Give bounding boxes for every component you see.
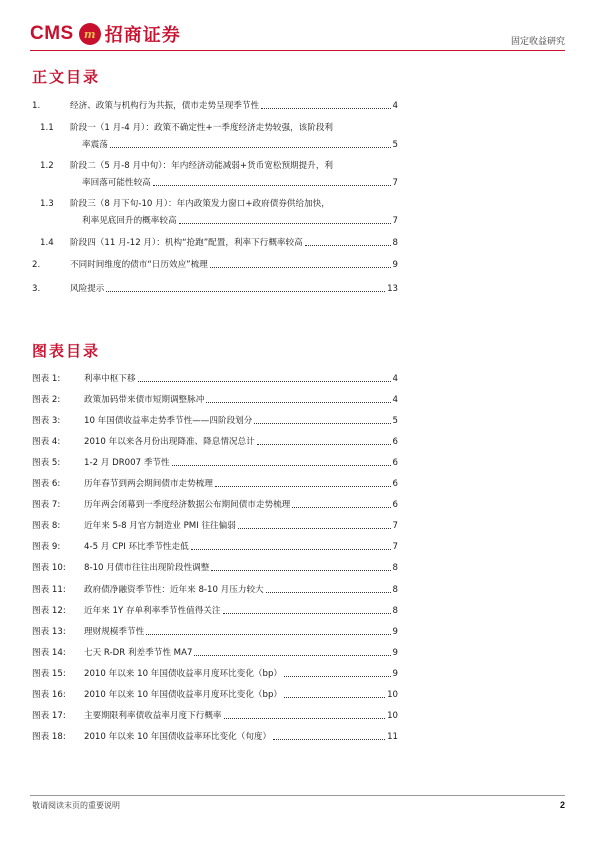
figure-title: 理财规模季节性	[84, 626, 145, 637]
figure-page-number: 6	[392, 458, 398, 469]
figure-page-number: 10	[387, 710, 398, 721]
dot-leader	[179, 223, 391, 224]
figure-entry[interactable]	[32, 457, 398, 469]
contents-text: 阶段四（11 月-12 月）：机构“抢跑”配置，利率下行概率较高	[70, 238, 303, 248]
contents-page-number: 5	[392, 140, 398, 150]
contents-text: 经济、政策与机构行为共振，债市走势呈现季节性	[70, 101, 260, 111]
contents-page-number: 9	[392, 260, 398, 270]
contents-number: 1.3	[40, 199, 54, 209]
figure-entry[interactable]	[32, 668, 398, 680]
figure-entry[interactable]	[32, 541, 398, 553]
figure-label: 图表 17:	[32, 710, 66, 721]
figure-label: 图表 4:	[32, 437, 61, 448]
figure-title: 七天 R-DR 利差季节性 MA7	[84, 647, 193, 658]
figure-page-number: 7	[392, 521, 398, 532]
dot-leader	[254, 423, 390, 424]
figure-page-number: 7	[392, 542, 398, 553]
logo-chinese-name: 招商证券	[104, 25, 181, 46]
figure-label: 图表 18:	[32, 731, 66, 742]
contents-page-number: 8	[392, 238, 398, 248]
dot-leader	[172, 465, 391, 466]
figure-page-number: 11	[387, 731, 398, 742]
figure-page-number: 4	[392, 395, 398, 406]
figure-entry[interactable]	[32, 394, 398, 406]
contents-text: 利率见底回升的概率较高	[82, 216, 177, 226]
figure-title: 10 年国债收益率走势季节性——四阶段划分	[84, 416, 253, 427]
contents-text: 阶段二（5 月-8 月中旬）：年内经济动能减弱+货币宽松预期提升，利	[70, 161, 334, 171]
figures-title: 图表目录	[32, 342, 101, 360]
contents-page-number: 4	[392, 101, 398, 111]
figure-label: 图表 6:	[32, 479, 61, 490]
dot-leader	[224, 718, 386, 719]
figure-title: 近年来 1Y 存单利率季节性值得关注	[84, 605, 221, 616]
figure-label: 图表 1:	[32, 374, 61, 384]
dot-leader	[153, 185, 391, 186]
dot-leader	[257, 444, 391, 445]
figure-page-number: 4	[392, 374, 398, 384]
figure-entry[interactable]	[32, 605, 398, 617]
dot-leader	[106, 291, 385, 292]
figure-label: 图表 16:	[32, 689, 66, 700]
contents-title: 正文目录	[32, 68, 101, 86]
figure-page-number: 10	[387, 689, 398, 700]
figure-title: 近年来 5-8 月官方制造业 PMI 往往偏弱	[84, 521, 236, 532]
contents-text: 阶段三（8 月下旬-10 月）：年内政策发力窗口+政府债券供给加快，	[70, 199, 330, 209]
figure-page-number: 9	[392, 647, 398, 658]
figure-entry[interactable]	[32, 731, 398, 743]
dot-leader	[261, 108, 390, 109]
figure-title: 历年两会闭幕到一季度经济数据公布期间债市走势梳理	[84, 500, 291, 511]
figure-label: 图表 11:	[32, 584, 66, 595]
dot-leader	[138, 381, 391, 382]
figure-label: 图表 5:	[32, 458, 61, 469]
dot-leader	[238, 528, 391, 529]
contents-number: 3.	[32, 284, 41, 294]
contents-text: 不同时间维度的债市“日历效应”梳理	[70, 260, 208, 270]
figure-label: 图表 10:	[32, 563, 66, 574]
figure-title: 2010 年以来 10 年国债收益率环比变化（旬度）	[84, 731, 272, 742]
contents-page-number: 7	[392, 178, 398, 188]
dot-leader	[210, 267, 391, 268]
cms-logo	[30, 20, 181, 48]
figure-page-number: 8	[392, 563, 398, 574]
figure-label: 图表 3:	[32, 416, 61, 427]
contents-page-number: 7	[392, 216, 398, 226]
figure-title: 2010 年以来 10 年国债收益率月度环比变化（bp）	[84, 689, 283, 700]
dot-leader	[194, 655, 390, 656]
figure-entry[interactable]	[32, 436, 398, 448]
contents-number: 1.	[32, 101, 41, 111]
figure-label: 图表 7:	[32, 500, 61, 511]
logo-text: CMS	[30, 23, 74, 44]
figure-title: 2010 年以来各月份出现降准、降息情况总计	[84, 437, 255, 448]
logo-mark-icon: m	[79, 23, 101, 45]
figure-title: 主要期限利率债收益率月度下行概率	[84, 710, 222, 721]
figure-label: 图表 9:	[32, 542, 61, 553]
figure-label: 图表 2:	[32, 395, 61, 406]
figure-label: 图表 12:	[32, 605, 66, 616]
report-category: 固定收益研究	[510, 37, 565, 47]
figure-title: 政府债净融资季节性：近年来 8-10 月压力较大	[84, 584, 264, 595]
figure-entry[interactable]	[32, 710, 398, 722]
figure-entry[interactable]	[32, 373, 398, 385]
dot-leader	[110, 147, 391, 148]
figure-entry[interactable]	[32, 520, 398, 532]
header-divider	[30, 50, 565, 51]
figure-page-number: 8	[392, 584, 398, 595]
dot-leader	[273, 739, 385, 740]
page-header	[30, 20, 565, 50]
contents-number: 1.4	[40, 238, 54, 248]
figure-title: 利率中枢下移	[84, 374, 136, 384]
figure-label: 图表 15:	[32, 668, 66, 679]
figure-entry[interactable]	[32, 478, 398, 490]
figure-page-number: 9	[392, 626, 398, 637]
dot-leader	[284, 697, 385, 698]
figure-page-number: 8	[392, 605, 398, 616]
figure-entry[interactable]	[32, 562, 398, 574]
figure-title: 1-2 月 DR007 季节性	[84, 458, 170, 469]
figure-label: 图表 13:	[32, 626, 66, 637]
dot-leader	[191, 549, 391, 550]
contents-text: 率回落可能性较高	[82, 178, 151, 188]
footer-disclaimer: 敬请阅读末页的重要说明	[32, 801, 120, 810]
figure-entry[interactable]	[32, 626, 398, 638]
figure-label: 图表 14:	[32, 647, 66, 658]
dot-leader	[284, 676, 391, 677]
dot-leader	[211, 570, 390, 571]
figure-page-number: 6	[392, 437, 398, 448]
figure-page-number: 9	[392, 668, 398, 679]
figure-title: 4-5 月 CPI 环比季节性走低	[84, 542, 189, 553]
figure-entry[interactable]	[32, 647, 398, 659]
figure-entry[interactable]	[32, 415, 398, 427]
page-number: 2	[559, 800, 565, 810]
figure-title: 2010 年以来 10 年国债收益率月度环比变化（bp）	[84, 668, 283, 679]
dot-leader	[292, 507, 390, 508]
contents-page-number: 13	[387, 284, 398, 294]
dot-leader	[223, 613, 391, 614]
contents-number: 1.2	[40, 161, 54, 171]
figure-title: 8-10 月债市往往出现阶段性调整	[84, 563, 210, 574]
dot-leader	[146, 634, 390, 635]
dot-leader	[206, 402, 390, 403]
contents-text: 率震荡	[82, 140, 108, 150]
figure-entry[interactable]	[32, 499, 398, 511]
figure-entry[interactable]	[32, 689, 398, 701]
contents-number: 2.	[32, 260, 41, 270]
figure-title: 政策加码带来债市短期调整脉冲	[84, 395, 205, 406]
figure-entry[interactable]	[32, 584, 398, 596]
footer-divider	[30, 795, 565, 796]
dot-leader	[215, 486, 391, 487]
figure-page-number: 5	[392, 416, 398, 427]
figure-title: 历年春节到两会期间债市走势梳理	[84, 479, 213, 490]
dot-leader	[266, 592, 391, 593]
contents-text: 阶段一（1 月-4 月）：政策不确定性+一季度经济走势较强，该阶段利	[70, 123, 334, 133]
dot-leader	[305, 245, 391, 246]
contents-text: 风险提示	[70, 284, 105, 294]
figure-page-number: 6	[392, 479, 398, 490]
contents-number: 1.1	[40, 123, 54, 133]
figure-label: 图表 8:	[32, 521, 61, 532]
figure-page-number: 6	[392, 500, 398, 511]
